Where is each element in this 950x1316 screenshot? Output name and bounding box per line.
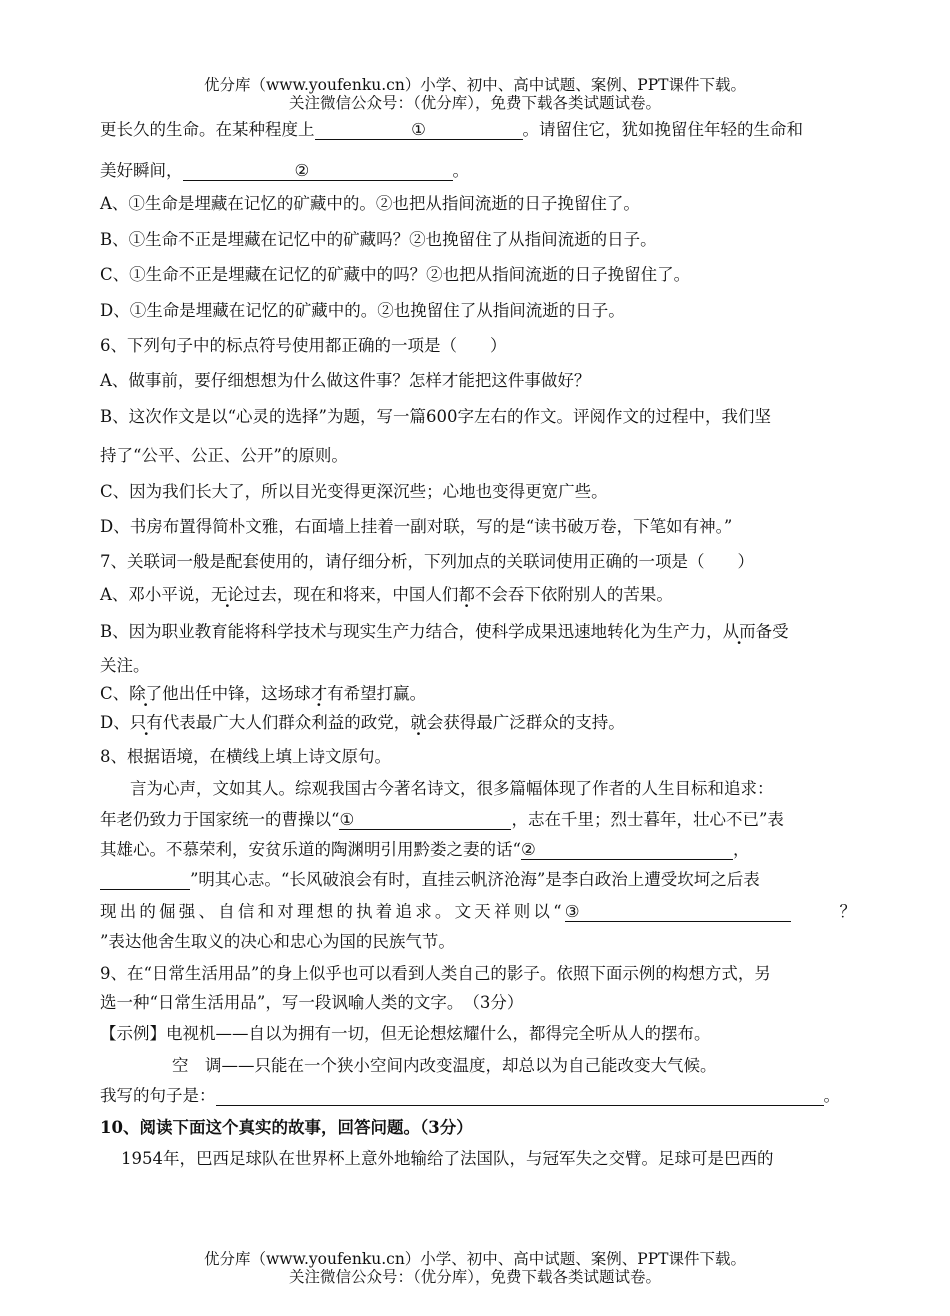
q9-answer-blank[interactable]	[216, 1087, 824, 1106]
q10-para-line-1: 1954年，巴西足球队在世界杯上意外地输给了法国队，与冠军失之交臂。足球可是巴西的	[121, 1149, 774, 1168]
q5-option-a: A、①生命是埋藏在记忆的矿藏中的。②也把从指间流逝的日子挽留住了。	[100, 194, 640, 213]
q7-stem: 7、关联词一般是配套使用的，请仔细分析，下列加点的关联词使用正确的一项是（ ）	[100, 552, 754, 571]
q5-blank-1: ①	[315, 121, 523, 140]
q7-option-b-line-1: B、因为职业教育能将科学技术与现实生产力结合，使科学成果迅速地转化为生产力，从而备受	[100, 622, 789, 641]
q5-option-d: D、①生命是埋藏在记忆的矿藏中的。②也挽留住了从指间流逝的日子。	[100, 301, 625, 320]
q7-c-dotted-word-2: 才	[310, 684, 328, 703]
q9-stem-line-1: 9、在“日常生活用品”的身上似乎也可以看到人类自己的影子。依照下面示例的构想方式，另	[100, 964, 771, 983]
q9-example-1: 【示例】电视机——自以为拥有一切，但无论想炫耀什么，都得完全听从人的摆布。	[100, 1024, 711, 1043]
q7-d-dotted-word-1: 只有	[129, 713, 163, 732]
q8-para-line-3: 其雄心。不慕荣利，安贫乐道的陶渊明引用黔娄之妻的话“② ，	[100, 840, 750, 859]
q5-line-2: 美好瞬间， ② 。	[100, 161, 469, 180]
q7-a-dotted-word-1: 无论	[210, 585, 244, 604]
q8-para-line-5: 现出的倔强、自信和对理想的执着追求。文天祥则以“③ ？	[100, 902, 856, 921]
header-line-2: 关注微信公众号：（优分库），免费下载各类试题试卷。	[288, 94, 661, 112]
q8-blank-2: ②	[521, 841, 733, 860]
q7-b-dotted-word: 从而	[722, 622, 756, 641]
q9-answer-line: 我写的句子是： 。	[100, 1086, 840, 1105]
q6-option-c: C、因为我们长大了，所以目光变得更深沉些；心地也变得更宽广些。	[100, 482, 608, 501]
q6-option-b-line-1: B、这次作文是以“心灵的选择”为题，写一篇600字左右的作文。评阅作文的过程中，我们坚	[100, 407, 771, 426]
q7-a-dotted-word-2: 都	[458, 585, 475, 604]
q10-stem: 10、阅读下面这个真实的故事，回答问题。（3分）	[100, 1118, 473, 1137]
q8-para-line-4: ”明其心志。“长风破浪会有时，直挂云帆济沧海”是李白政治上遭受坎坷之后表	[100, 866, 856, 890]
page-footer	[0, 1250, 950, 1286]
q8-para-line-6: ”表达他舍生取义的决心和忠心为国的民族气节。	[100, 932, 455, 951]
q6-option-d: D、书房布置得简朴文雅，右面墙上挂着一副对联，写的是“读书破万卷，下笔如有神。”	[100, 517, 733, 536]
q9-example-label: 【示例】	[100, 1024, 166, 1043]
q7-option-d: D、只有代表最广大人们群众利益的政党，就会获得最广泛群众的支持。	[100, 713, 625, 732]
q5-option-c: C、①生命不正是埋藏在记忆的矿藏中的吗？②也把从指间流逝的日子挽留住了。	[100, 265, 691, 284]
q6-option-a: A、做事前，要仔细想想为什么做这件事？怎样才能把这件事做好？	[100, 371, 591, 390]
q7-d-dotted-word-2: 就	[410, 713, 427, 732]
q7-c-dotted-word-1: 除了	[129, 684, 163, 703]
q8-blank-3: ③	[565, 903, 791, 922]
q8-para-line-2: 年老仍致力于国家统一的曹操以“① ，志在千里；烈士暮年，壮心不已”表	[100, 810, 784, 829]
q7-option-b-line-2: 关注。	[100, 656, 150, 675]
q8-para-line-1: 言为心声，文如其人。综观我国古今著名诗文，很多篇幅体现了作者的人生目标和追求：	[130, 779, 774, 798]
q8-blank-1: ①	[339, 811, 511, 830]
page-header	[0, 76, 950, 112]
header-line-1: 优分库（www.youfenku.cn）小学、初中、高中试题、案例、PPT课件下载。	[203, 76, 747, 94]
footer-line-1: 优分库（www.youfenku.cn）小学、初中、高中试题、案例、PPT课件下载。	[203, 1250, 747, 1268]
q8-stem: 8、根据语境，在横线上填上诗文原句。	[100, 747, 391, 766]
q6-stem: 6、下列句子中的标点符号使用都正确的一项是（ ）	[100, 336, 507, 355]
q5-blank-2: ②	[183, 162, 453, 181]
q7-option-a: A、邓小平说，无论过去，现在和将来，中国人们都不会吞下依附别人的苦果。	[100, 585, 673, 604]
footer-line-2: 关注微信公众号：（优分库），免费下载各类试题试卷。	[288, 1268, 661, 1286]
q7-option-c: C、除了他出任中锋，这场球才有希望打赢。	[100, 684, 427, 703]
q9-example-2: 空 调——只能在一个狭小空间内改变温度，却总以为自己能改变大气候。	[172, 1056, 717, 1075]
q5-option-b: B、①生命不正是埋藏在记忆中的矿藏吗？②也挽留住了从指间流逝的日子。	[100, 230, 657, 249]
q6-option-b-line-2: 持了“公平、公正、公开”的原则。	[100, 446, 348, 465]
q8-blank-2-continued	[100, 871, 190, 890]
q9-stem-line-2: 选一种“日常生活用品”，写一段讽喻人类的文字。 （3分）	[100, 993, 524, 1012]
q5-line-1: 更长久的生命。在某种程度上 ① 。请留住它，犹如挽留住年轻的生命和	[100, 120, 803, 139]
